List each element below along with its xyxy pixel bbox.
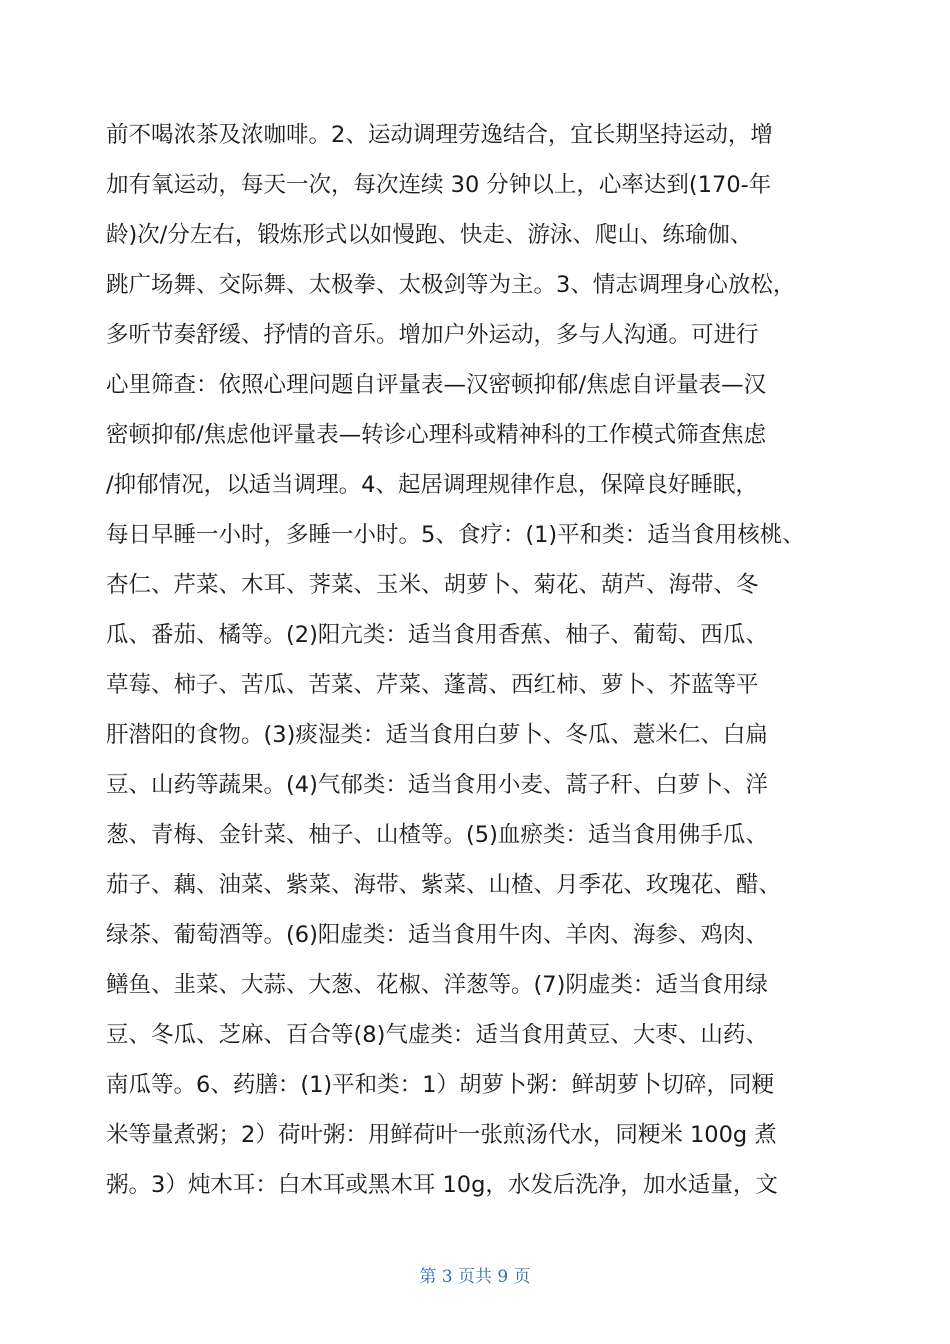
text-line: 豆、冬瓜、芝麻、百合等(8)气虚类：适当食用黄豆、大枣、山药、 <box>106 1022 768 1048</box>
text-line: 杏仁、芹菜、木耳、荠菜、玉米、胡萝卜、菊花、葫芦、海带、冬 <box>106 572 759 598</box>
text-line: 瓜、番茄、橘等。(2)阳亢类：适当食用香蕉、柚子、葡萄、西瓜、 <box>106 622 768 648</box>
text-line: 鳝鱼、韭菜、大蒜、大葱、花椒、洋葱等。(7)阴虚类：适当食用绿 <box>106 972 768 998</box>
text-line: 南瓜等。6、药膳：(1)平和类：1）胡萝卜粥：鲜胡萝卜切碎，同粳 <box>106 1072 775 1098</box>
text-line: 密顿抑郁/焦虑他评量表—转诊心理科或精神科的工作模式筛查焦虑 <box>106 422 767 448</box>
text-line: 心里筛查：依照心理问题自评量表—汉密顿抑郁/焦虑自评量表—汉 <box>106 372 767 398</box>
text-line: 肝潜阳的食物。(3)痰湿类：适当食用白萝卜、冬瓜、薏米仁、白扁 <box>106 722 768 748</box>
text-line: 粥。3）炖木耳：白木耳或黑木耳 10g，水发后洗净，加水适量，文 <box>106 1172 778 1198</box>
text-line: 米等量煮粥；2）荷叶粥：用鲜荷叶一张煎汤代水，同粳米 100g 煮 <box>106 1122 777 1148</box>
body-text <box>106 110 866 1210</box>
text-line: 跳广场舞、交际舞、太极拳、太极剑等为主。3、情志调理身心放松， <box>106 272 796 298</box>
text-line: 每日早睡一小时，多睡一小时。5、食疗：(1)平和类：适当食用核桃、 <box>106 522 805 548</box>
text-line: 葱、青梅、金针菜、柚子、山楂等。(5)血瘀类：适当食用佛手瓜、 <box>106 822 768 848</box>
text-line: 草莓、柿子、苦瓜、苦菜、芹菜、蓬蒿、西红柿、萝卜、芥蓝等平 <box>106 672 759 698</box>
text-line: 龄)次/分左右，锻炼形式以如慢跑、快走、游泳、爬山、练瑜伽、 <box>106 222 753 248</box>
text-line: 豆、山药等蔬果。(4)气郁类：适当食用小麦、蒿子秆、白萝卜、洋 <box>106 772 768 798</box>
text-line: 绿茶、葡萄酒等。(6)阳虚类：适当食用牛肉、羊肉、海参、鸡肉、 <box>106 922 768 948</box>
text-line: 茄子、藕、油菜、紫菜、海带、紫菜、山楂、月季花、玫瑰花、醋、 <box>106 872 782 898</box>
page-number-footer: 第 3 页共 9 页 <box>419 1267 531 1287</box>
text-line: 加有氧运动，每天一次，每次连续 30 分钟以上，心率达到(170-年 <box>106 172 772 198</box>
text-line: 多听节奏舒缓、抒情的音乐。增加户外运动，多与人沟通。可进行 <box>106 322 759 348</box>
text-line: /抑郁情况，以适当调理。4、起居调理规律作息，保障良好睡眠， <box>106 472 758 498</box>
text-line: 前不喝浓茶及浓咖啡。2、运动调理劳逸结合，宜长期坚持运动，增 <box>106 122 773 148</box>
